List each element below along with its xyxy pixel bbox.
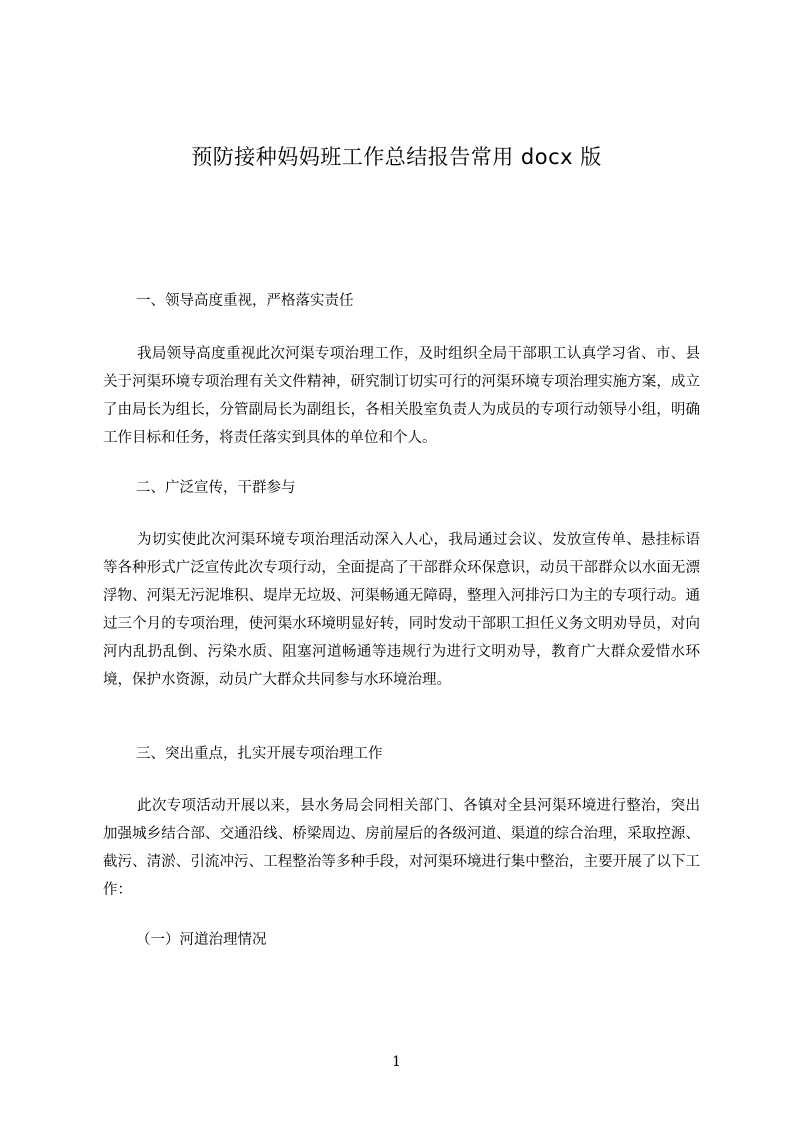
section-heading-2: 二、广泛宣传，干群参与: [136, 480, 296, 496]
subsection-heading: （一）河道治理情况: [136, 932, 267, 948]
section-paragraph-3: 此次专项活动开展以来，县水务局会同相关部门、各镇对全县河渠环境进行整治，突出加强城乡结合部、交通沿线、桥梁周边、房前屋后的各级河道、渠道的综合治理，采取控源、截污、清淤、引流冲污、工程整治等多种手段，对河渠环境进行集中整治，主要开展了以下工作：: [103, 798, 700, 898]
document-title: 预防接种妈妈班工作总结报告常用 docx 版: [191, 145, 602, 169]
section-paragraph-2: 为切实使此次河渠环境专项治理活动深入人心，我局通过会议、发放宣传单、悬挂标语等各种形式广泛宣传此次专项行动，全面提高了干部群众环保意识，动员干部群众以水面无漂浮物、河渠无污泥堆积、堤岸无垃圾、河渠畅通无障碍，整理入河排污口为主的专项行动。通过三个月的专项治理，使河渠水环境明显好转，同时发动干部职工担任义务文明劝导员，对向河内乱扔乱倒、污染水质、阻塞河道畅通等违规行为进行文明劝导，教育广大群众爱惜水环境，保护水资源，动员广大群众共同参与水环境治理。: [103, 532, 700, 688]
section-heading-3: 三、突出重点，扎实开展专项治理工作: [136, 746, 383, 762]
section-heading-1: 一、领导高度重视，严格落实责任: [136, 293, 354, 309]
section-paragraph-1: 我局领导高度重视此次河渠专项治理工作，及时组织全局干部职工认真学习省、市、县关于河渠环境专项治理有关文件精神，研究制订切实可行的河渠环境专项治理实施方案，成立了由局长为组长，分管副局长为副组长，各相关股室负责人为成员的专项行动领导小组，明确工作目标和任务，将责任落实到具体的单位和个人。: [103, 346, 700, 446]
page-number: 1: [392, 1054, 401, 1070]
